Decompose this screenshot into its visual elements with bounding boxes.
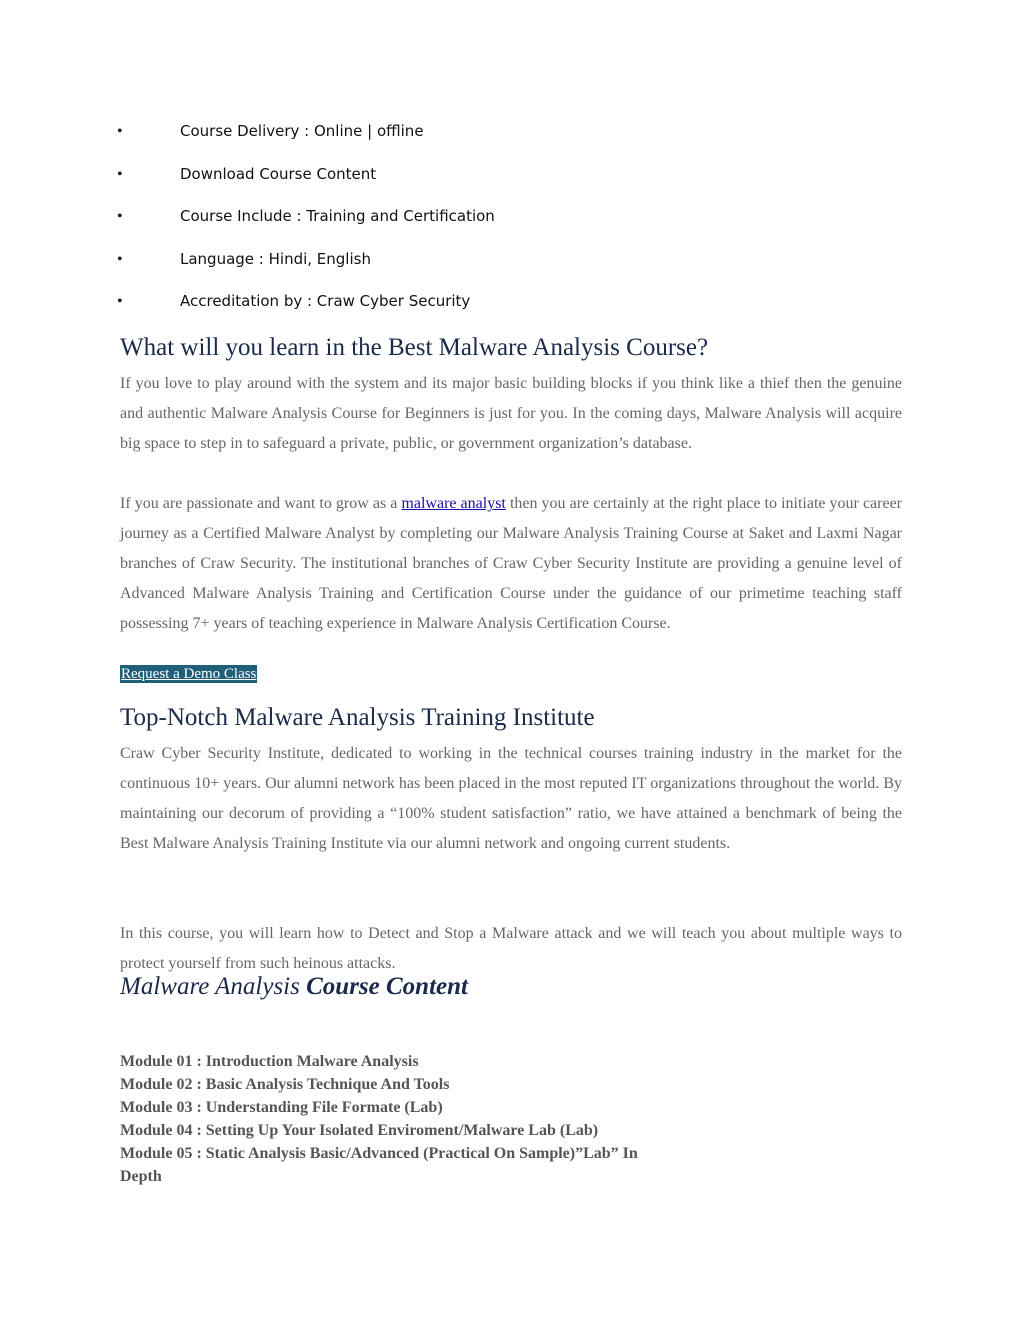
language-text: Language : Hindi, English <box>180 249 371 268</box>
paragraph-institute: Craw Cyber Security Institute, dedicated to working in the technical courses training industry in the market for the continuous 10+ years. Our alumni network has been placed in the most reputed IT organizations throughout the world. By maintaining our decorum of providing a “100% student satisfaction” ratio, we have attained a benchmark of being the Best Malware Analysis Training Institute via our alumni network and ongoing current students. <box>120 745 902 852</box>
course-delivery-text: Course Delivery : Online | offline <box>180 122 424 140</box>
bullet-marker: • <box>117 293 123 311</box>
download-content-text: Download Course Content <box>180 164 377 183</box>
bullet-marker: • <box>117 123 123 140</box>
module-item: Module 04 : Setting Up Your Isolated Enviroment/Malware Lab (Lab) <box>120 1122 599 1139</box>
paragraph-intro: If you love to play around with the system and its major basic building blocks if you think like a thief then the genuine and authentic Malware Analysis Course for Beginners is just for you. In the coming days, Malware Analysis will acquire big space to step in to safeguard a private, public, or government organization’s database. <box>120 375 902 452</box>
module-item: Module 02 : Basic Analysis Technique And Tools <box>120 1076 450 1093</box>
module-item: Module 05 : Static Analysis Basic/Advanced (Practical On Sample)”Lab” In Depth <box>120 1145 638 1185</box>
section-heading-content <box>120 973 468 1001</box>
heading-bold-text: Course Content <box>306 973 468 1000</box>
list-item <box>117 203 917 246</box>
course-include-text: Course Include : Training and Certification <box>180 207 495 226</box>
section-heading-learn: What will you learn in the Best Malware Analysis Course? <box>120 334 709 361</box>
paragraph-career <box>120 489 902 639</box>
list-item <box>117 118 917 161</box>
paragraph-course: In this course, you will learn how to Detect and Stop a Malware attack and we will teach you about multiple ways to protect yourself from such heinous attacks. <box>120 925 902 972</box>
module-item: Module 01 : Introduction Malware Analysis <box>120 1053 419 1070</box>
request-demo-link[interactable]: Request a Demo Class <box>121 666 257 682</box>
bullet-marker: • <box>117 250 123 268</box>
course-info-list <box>117 118 917 331</box>
bullet-marker: • <box>117 208 123 226</box>
module-item: Module 03 : Understanding File Formate (Lab) <box>120 1099 443 1116</box>
heading-plain-text: Malware Analysis <box>120 973 307 1000</box>
paragraph-text: If you are passionate and want to grow as a <box>120 495 402 512</box>
accreditation-text: Accreditation by : Craw Cyber Security <box>180 292 471 311</box>
paragraph-text: then you are certainly at the right place to initiate your career journey as a Certified Malware Analyst by completing our Malware Analysis Training Course at Saket and Laxmi Nagar branches of Craw Security. The institutional branches of Craw Cyber Security Institute are providing a genuine level of Advanced Malware Analysis Training and Certification Course under the guidance of our primetime teaching staff possessing 7+ years of teaching experience in Malware Analysis Certification Course. <box>120 495 903 632</box>
malware-analyst-link[interactable]: malware analyst <box>401 495 506 512</box>
module-list <box>120 1050 680 1188</box>
bullet-marker: • <box>117 165 123 183</box>
list-item <box>117 288 917 331</box>
section-heading-institute: Top-Notch Malware Analysis Training Institute <box>120 704 595 731</box>
list-item <box>117 246 917 289</box>
list-item <box>117 161 917 204</box>
